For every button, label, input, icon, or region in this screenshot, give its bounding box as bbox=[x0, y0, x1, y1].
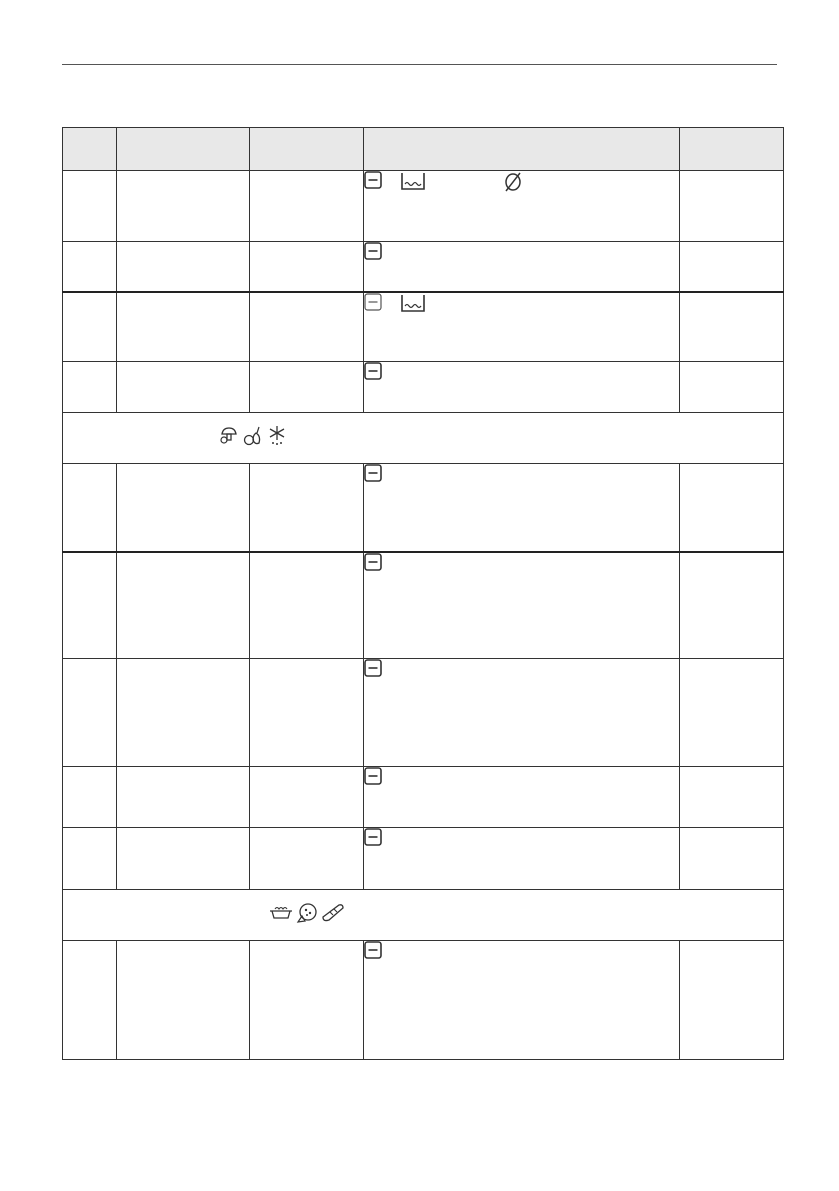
section-cell bbox=[63, 413, 784, 464]
table-cell bbox=[680, 828, 784, 890]
table-cell bbox=[117, 828, 250, 890]
table-cell bbox=[680, 659, 784, 767]
table-cell bbox=[63, 767, 117, 828]
table-cell bbox=[680, 362, 784, 413]
section-row-bakes bbox=[63, 890, 784, 941]
table-cell-icons bbox=[364, 362, 680, 413]
minus-box-icon bbox=[364, 659, 382, 680]
table-cell bbox=[63, 242, 117, 292]
table-cell bbox=[250, 464, 364, 552]
table-cell-icons bbox=[364, 767, 680, 828]
table-cell bbox=[680, 292, 784, 362]
table-cell bbox=[63, 659, 117, 767]
header-rule bbox=[62, 64, 777, 65]
table-row bbox=[63, 941, 784, 1060]
minus-box-icon bbox=[364, 767, 382, 788]
minus-box-icon bbox=[364, 362, 382, 383]
table-cell bbox=[250, 659, 364, 767]
table-row bbox=[63, 552, 784, 659]
table-cell bbox=[680, 464, 784, 552]
table-cell bbox=[117, 362, 250, 413]
table-cell bbox=[250, 552, 364, 659]
water-tray-icon bbox=[400, 171, 426, 194]
table-cell-icons bbox=[364, 292, 680, 362]
minus-box-icon bbox=[364, 941, 382, 962]
table-cell bbox=[680, 767, 784, 828]
table-row bbox=[63, 171, 784, 242]
header-cell-5 bbox=[680, 128, 784, 171]
table-cell bbox=[250, 292, 364, 362]
header-cell-4 bbox=[364, 128, 680, 171]
minus-box-icon bbox=[364, 553, 382, 574]
table-cell bbox=[117, 242, 250, 292]
table-cell-icons bbox=[364, 464, 680, 552]
table-cell bbox=[680, 171, 784, 242]
table-cell bbox=[117, 941, 250, 1060]
header-cell-3 bbox=[250, 128, 364, 171]
fruit-icon bbox=[242, 425, 264, 450]
table-row bbox=[63, 464, 784, 552]
table-cell bbox=[250, 362, 364, 413]
table-cell bbox=[680, 242, 784, 292]
pizza-icon bbox=[296, 902, 318, 927]
table-cell-icons bbox=[364, 659, 680, 767]
table-cell bbox=[117, 292, 250, 362]
minus-box-icon bbox=[364, 293, 382, 314]
header-cell-2 bbox=[117, 128, 250, 171]
table-row bbox=[63, 828, 784, 890]
table-row bbox=[63, 767, 784, 828]
table-cell bbox=[117, 464, 250, 552]
table-cell-icons bbox=[364, 828, 680, 890]
table-cell bbox=[63, 362, 117, 413]
section-icons bbox=[219, 425, 290, 450]
table-cell bbox=[117, 171, 250, 242]
table-row bbox=[63, 242, 784, 292]
table-cell bbox=[63, 464, 117, 552]
table-cell bbox=[250, 767, 364, 828]
table-cell bbox=[250, 171, 364, 242]
water-tray-icon bbox=[400, 293, 426, 316]
table-cell bbox=[250, 828, 364, 890]
table-cell bbox=[250, 941, 364, 1060]
minus-box-icon bbox=[364, 464, 382, 485]
casserole-dish-icon bbox=[269, 902, 293, 925]
table-cell bbox=[63, 828, 117, 890]
section-cell bbox=[63, 890, 784, 941]
table-cell-icons bbox=[364, 552, 680, 659]
mushroom-icon bbox=[219, 425, 239, 448]
table-cell bbox=[250, 242, 364, 292]
table-cell bbox=[63, 292, 117, 362]
table-cell bbox=[680, 941, 784, 1060]
section-icons bbox=[269, 902, 348, 927]
table-cell bbox=[63, 552, 117, 659]
section-row-vegetables bbox=[63, 413, 784, 464]
table-row bbox=[63, 292, 784, 362]
minus-box-icon bbox=[364, 828, 382, 849]
table-row bbox=[63, 659, 784, 767]
table-row bbox=[63, 362, 784, 413]
table-cell-icons bbox=[364, 242, 680, 292]
table-cell bbox=[63, 941, 117, 1060]
thaw-icon bbox=[267, 425, 287, 448]
table-cell bbox=[117, 767, 250, 828]
table-cell bbox=[63, 171, 117, 242]
minus-box-icon bbox=[364, 171, 382, 192]
table-cell bbox=[117, 552, 250, 659]
header-cell-1 bbox=[63, 128, 117, 171]
table-header-row bbox=[63, 128, 784, 171]
table-cell bbox=[680, 552, 784, 659]
empty-set-icon bbox=[502, 171, 524, 196]
table-cell-icons bbox=[364, 171, 680, 242]
table-cell bbox=[117, 659, 250, 767]
programme-table bbox=[62, 127, 784, 1060]
minus-box-icon bbox=[364, 242, 382, 263]
bread-icon bbox=[321, 902, 345, 925]
table-cell-icons bbox=[364, 941, 680, 1060]
